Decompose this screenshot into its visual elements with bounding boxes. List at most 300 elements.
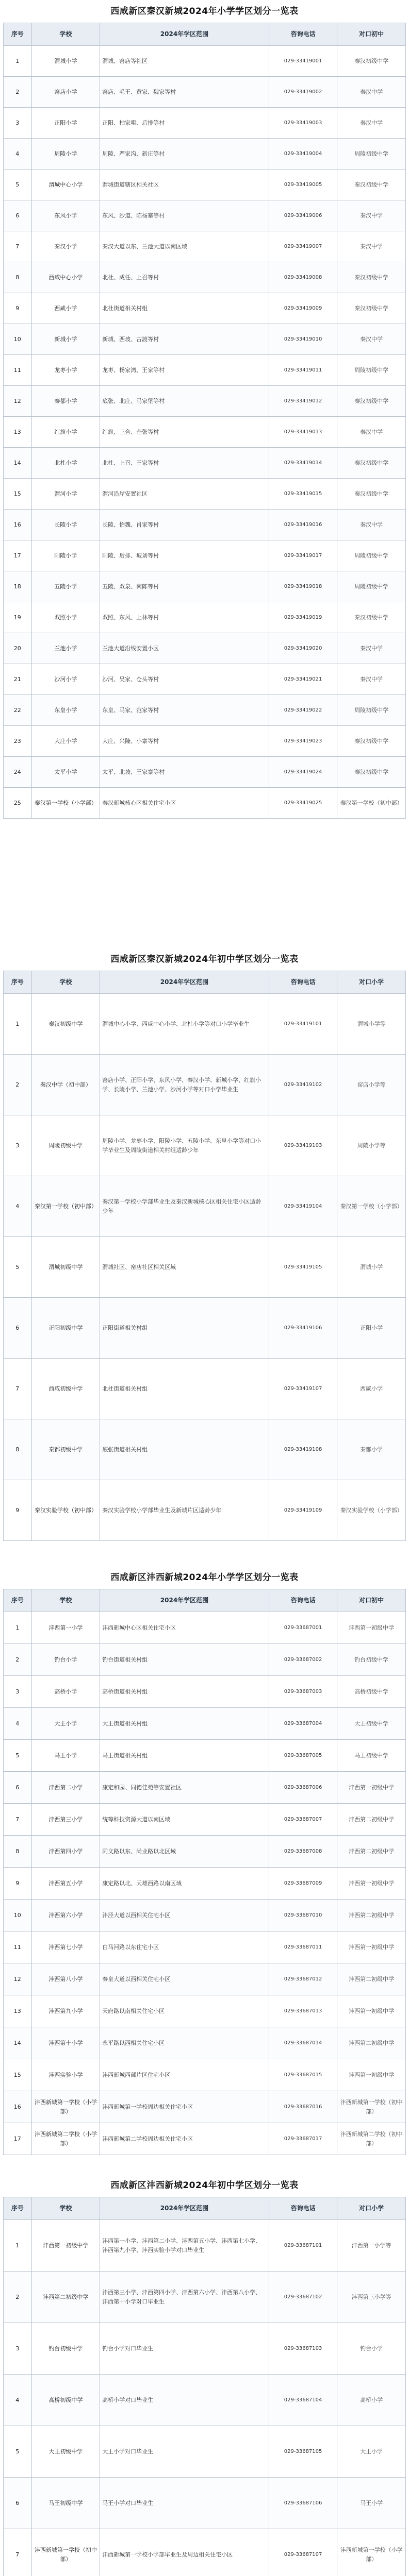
- school-name: 高桥初级中学: [31, 2375, 100, 2426]
- row-index: 8: [4, 262, 32, 293]
- contact-phone: 029-33687101: [269, 2220, 337, 2272]
- section-title: 西咸新区沣西新城2024年初中学区划分一览表: [110, 2180, 299, 2191]
- contact-phone: 029-33419016: [269, 510, 337, 540]
- contact-phone: 029-33419003: [269, 108, 337, 139]
- contact-phone: 029-33687002: [269, 1644, 337, 1676]
- table-row: [4, 1644, 406, 1676]
- row-index: 5: [4, 2426, 32, 2478]
- district-range: 秦汉实验学校小学部毕业生及新城片区适龄少年: [100, 1480, 269, 1541]
- contact-phone: 029-33419002: [269, 77, 337, 108]
- school-name: 长陵小学: [31, 510, 100, 540]
- table-row: [4, 1963, 406, 1995]
- contact-phone: 029-33419020: [269, 633, 337, 664]
- row-index: 12: [4, 1963, 32, 1995]
- matched-school: 周陵初级中学: [337, 139, 406, 170]
- table-row: [4, 2529, 406, 2576]
- table-header-row: [4, 2197, 406, 2220]
- district-range: 永平路以西相关住宅小区: [100, 2027, 269, 2059]
- district-range: 马王小学对口毕业生: [100, 2478, 269, 2529]
- column-header: 学校: [31, 23, 100, 46]
- district-range: 阳陵、后排、坡刘等村: [100, 540, 269, 571]
- district-range: 沣西新城第一学校小学部毕业生及周边相关住宅小区: [100, 2529, 269, 2576]
- table-row: [4, 355, 406, 386]
- contact-phone: 029-33687010: [269, 1900, 337, 1931]
- row-index: 19: [4, 602, 32, 633]
- contact-phone: 029-33687016: [269, 2091, 337, 2123]
- table-row: [4, 757, 406, 788]
- table-row: [4, 633, 406, 664]
- column-header: 2024年学区范围: [100, 1589, 269, 1612]
- table-row: [4, 1176, 406, 1237]
- table-row: [4, 262, 406, 293]
- matched-school: 沣西第一小学等: [337, 2220, 406, 2272]
- school-name: 沣西第七小学: [31, 1931, 100, 1963]
- table-header-row: [4, 971, 406, 994]
- district-range: 兰池大道沿线安置小区: [100, 633, 269, 664]
- column-header: 学校: [31, 971, 100, 994]
- matched-school: 周陵小学等: [337, 1115, 406, 1176]
- table-row: [4, 479, 406, 510]
- school-name: 周陵初级中学: [31, 1115, 100, 1176]
- row-index: 11: [4, 1931, 32, 1963]
- district-range: 东风、沙道、陈杨寨等村: [100, 200, 269, 231]
- table-row: [4, 1419, 406, 1480]
- contact-phone: 029-33419005: [269, 170, 337, 200]
- district-range: 沣西第三小学、沣西第四小学、沣西第六小学、沣西第八小学、沣西第十小学对口毕业生: [100, 2272, 269, 2323]
- row-index: 6: [4, 1772, 32, 1804]
- table-row: [4, 386, 406, 417]
- table-header-row: [4, 1589, 406, 1612]
- table-row: [4, 510, 406, 540]
- matched-school: 沣西第二初级中学: [337, 2027, 406, 2059]
- table-row: [4, 1055, 406, 1115]
- matched-school: 秦汉初级中学: [337, 726, 406, 757]
- district-range: 窑店小学、正阳小学、东风小学、秦汉小学、新城小学、红旗小学、长陵小学、兰池小学、沙河小学等对口小学毕业生: [100, 1055, 269, 1115]
- matched-school: 沣西新城第二学校（初中部）: [337, 2123, 406, 2155]
- row-index: 12: [4, 386, 32, 417]
- matched-school: 渭城小学等: [337, 994, 406, 1055]
- school-name: 沣西第八小学: [31, 1963, 100, 1995]
- contact-phone: 029-33687102: [269, 2272, 337, 2323]
- row-index: 4: [4, 1176, 32, 1237]
- table-row: [4, 994, 406, 1055]
- contact-phone: 029-33687007: [269, 1804, 337, 1836]
- matched-school: 沣西新城第一学校（小学部）: [337, 2529, 406, 2576]
- table-row: [4, 2426, 406, 2478]
- row-index: 2: [4, 1644, 32, 1676]
- district-range: 长陵、怡魏、肖家等村: [100, 510, 269, 540]
- table-row: [4, 170, 406, 200]
- matched-school: 秦汉初级中学: [337, 448, 406, 479]
- table-row: [4, 1115, 406, 1176]
- matched-school: 沣西第三小学等: [337, 2272, 406, 2323]
- matched-school: 沣西第二初级中学: [337, 1900, 406, 1931]
- row-index: 5: [4, 1740, 32, 1772]
- table-row: [4, 2059, 406, 2091]
- contact-phone: 029-33419009: [269, 293, 337, 324]
- district-range: 底张、北庄、马家堡等村: [100, 386, 269, 417]
- table-row: [4, 231, 406, 262]
- row-index: 3: [4, 2323, 32, 2375]
- matched-school: 周陵初级中学: [337, 695, 406, 726]
- row-index: 8: [4, 1419, 32, 1480]
- column-header: 咨询电话: [269, 23, 337, 46]
- row-index: 4: [4, 2375, 32, 2426]
- school-name: 渭城中心小学: [31, 170, 100, 200]
- school-name: 渭城初级中学: [31, 1237, 100, 1298]
- row-index: 15: [4, 2059, 32, 2091]
- contact-phone: 029-33419021: [269, 664, 337, 695]
- row-index: 2: [4, 2272, 32, 2323]
- matched-school: 秦汉中学: [337, 77, 406, 108]
- contact-phone: 029-33687012: [269, 1963, 337, 1995]
- row-index: 7: [4, 231, 32, 262]
- district-table: [3, 23, 406, 819]
- school-name: 沣西新城第一学校（小学部）: [31, 2091, 100, 2123]
- district-range: 大王街道相关村组: [100, 1708, 269, 1740]
- contact-phone: 029-33419007: [269, 231, 337, 262]
- district-range: 双照、东风、上林等村: [100, 602, 269, 633]
- contact-phone: 029-33419010: [269, 324, 337, 355]
- row-index: 10: [4, 1900, 32, 1931]
- matched-school: 秦汉中学: [337, 200, 406, 231]
- matched-school: 正阳小学: [337, 1298, 406, 1359]
- contact-phone: 029-33687104: [269, 2375, 337, 2426]
- table-row: [4, 1359, 406, 1419]
- school-name: 双照小学: [31, 602, 100, 633]
- contact-phone: 029-33419025: [269, 788, 337, 819]
- table-header-row: [4, 23, 406, 46]
- school-name: 渭城小学: [31, 46, 100, 77]
- matched-school: 沣西第一初级中学: [337, 1931, 406, 1963]
- school-name: 龙枣小学: [31, 355, 100, 386]
- matched-school: 钓台小学: [337, 2323, 406, 2375]
- section-title: 西咸新区秦汉新城2024年初中学区划分一览表: [110, 954, 299, 964]
- contact-phone: 029-33687103: [269, 2323, 337, 2375]
- school-name: 钓台初级中学: [31, 2323, 100, 2375]
- table-row: [4, 448, 406, 479]
- table-row: [4, 2478, 406, 2529]
- column-header: 序号: [4, 1589, 32, 1612]
- section-title: 西咸新区沣西新城2024年小学学区划分一览表: [110, 1572, 299, 1583]
- matched-school: 周陵初级中学: [337, 571, 406, 602]
- district-section: [3, 2174, 406, 2576]
- school-name: 沣西第二小学: [31, 1772, 100, 1804]
- table-row: [4, 2323, 406, 2375]
- district-range: 天府路以南相关住宅小区: [100, 1995, 269, 2027]
- district-range: 同文路以东、尚业路以北区域: [100, 1836, 269, 1868]
- matched-school: 秦汉中学: [337, 231, 406, 262]
- district-range: 渭城街道辖区相关社区: [100, 170, 269, 200]
- row-index: 4: [4, 1708, 32, 1740]
- matched-school: 沣西第一初级中学: [337, 1995, 406, 2027]
- school-name: 沣西第一初级中学: [31, 2220, 100, 2272]
- matched-school: 沣西第一初级中学: [337, 1772, 406, 1804]
- column-header: 2024年学区范围: [100, 971, 269, 994]
- table-row: [4, 1836, 406, 1868]
- matched-school: 秦汉初级中学: [337, 386, 406, 417]
- district-table: [3, 1589, 406, 2155]
- table-row: [4, 77, 406, 108]
- school-name: 沣西第五小学: [31, 1868, 100, 1900]
- contact-phone: 029-33687009: [269, 1868, 337, 1900]
- district-range: 沣西新城第一学校周边相关住宅小区: [100, 2091, 269, 2123]
- district-range: 沙河、吴家、仓头等村: [100, 664, 269, 695]
- school-name: 沣西新城第二学校（小学部）: [31, 2123, 100, 2155]
- row-index: 2: [4, 77, 32, 108]
- district-range: 秦汉第一学校小学部毕业生及秦汉新城核心区相关住宅小区适龄少年: [100, 1176, 269, 1237]
- column-header: 对口小学: [337, 971, 406, 994]
- contact-phone: 029-33419013: [269, 417, 337, 448]
- school-name: 沣西第四小学: [31, 1836, 100, 1868]
- column-header: 咨询电话: [269, 2197, 337, 2220]
- table-row: [4, 2123, 406, 2155]
- column-header: 学校: [31, 1589, 100, 1612]
- contact-phone: 029-33419024: [269, 757, 337, 788]
- school-name: 西咸中心小学: [31, 262, 100, 293]
- table-row: [4, 2272, 406, 2323]
- school-name: 东皇小学: [31, 695, 100, 726]
- table-row: [4, 1804, 406, 1836]
- row-index: 7: [4, 2529, 32, 2576]
- row-index: 25: [4, 788, 32, 819]
- table-row: [4, 2091, 406, 2123]
- row-index: 1: [4, 2220, 32, 2272]
- school-name: 窑店小学: [31, 77, 100, 108]
- matched-school: 窑店小学等: [337, 1055, 406, 1115]
- row-index: 16: [4, 510, 32, 540]
- row-index: 1: [4, 994, 32, 1055]
- district-section: [3, 0, 406, 819]
- district-range: 沣西第一小学、沣西第二小学、沣西第五小学、沣西第七小学、沣西第九小学、沣西实验小学对口毕业生: [100, 2220, 269, 2272]
- matched-school: 沣西第二初级中学: [337, 1836, 406, 1868]
- row-index: 9: [4, 1868, 32, 1900]
- contact-phone: 029-33687107: [269, 2529, 337, 2576]
- district-table: [3, 971, 406, 1541]
- district-range: 正阳、柏家咀、后排等村: [100, 108, 269, 139]
- row-index: 10: [4, 324, 32, 355]
- table-row: [4, 1237, 406, 1298]
- school-name: 秦汉小学: [31, 231, 100, 262]
- matched-school: 秦汉中学: [337, 417, 406, 448]
- matched-school: 沣西第一初级中学: [337, 2059, 406, 2091]
- school-name: 钓台小学: [31, 1644, 100, 1676]
- district-range: 北杜街道相关村组: [100, 293, 269, 324]
- table-row: [4, 2375, 406, 2426]
- row-index: 5: [4, 1237, 32, 1298]
- school-name: 兰池小学: [31, 633, 100, 664]
- contact-phone: 029-33687008: [269, 1836, 337, 1868]
- contact-phone: 029-33419103: [269, 1115, 337, 1176]
- district-range: 五陵、双泉、南陈等村: [100, 571, 269, 602]
- column-header: 咨询电话: [269, 1589, 337, 1612]
- table-row: [4, 1708, 406, 1740]
- matched-school: 秦汉中学: [337, 510, 406, 540]
- matched-school: 沣西第二初级中学: [337, 1963, 406, 1995]
- school-name: 秦都初级中学: [31, 1419, 100, 1480]
- contact-phone: 029-33687011: [269, 1931, 337, 1963]
- contact-phone: 029-33419017: [269, 540, 337, 571]
- district-table: [3, 2197, 406, 2576]
- table-row: [4, 1740, 406, 1772]
- matched-school: 秦汉中学: [337, 324, 406, 355]
- school-name: 沣西第九小学: [31, 1995, 100, 2027]
- matched-school: 秦汉初级中学: [337, 757, 406, 788]
- row-index: 6: [4, 1298, 32, 1359]
- table-row: [4, 602, 406, 633]
- table-row: [4, 726, 406, 757]
- row-index: 3: [4, 1676, 32, 1708]
- contact-phone: 029-33419109: [269, 1480, 337, 1541]
- matched-school: 秦汉中学: [337, 108, 406, 139]
- row-index: 7: [4, 1359, 32, 1419]
- row-index: 15: [4, 479, 32, 510]
- district-range: 北杜、上召、王家等村: [100, 448, 269, 479]
- table-row: [4, 2027, 406, 2059]
- row-index: 17: [4, 540, 32, 571]
- contact-phone: 029-33419015: [269, 479, 337, 510]
- matched-school: 沣西第二初级中学: [337, 1804, 406, 1836]
- table-row: [4, 1480, 406, 1541]
- row-index: 24: [4, 757, 32, 788]
- column-header: 对口初中: [337, 23, 406, 46]
- school-name: 西咸小学: [31, 293, 100, 324]
- table-row: [4, 108, 406, 139]
- row-index: 6: [4, 2478, 32, 2529]
- school-name: 沣西第二初级中学: [31, 2272, 100, 2323]
- row-index: 2: [4, 1055, 32, 1115]
- district-range: 高桥街道相关村组: [100, 1676, 269, 1708]
- matched-school: 马王小学: [337, 2478, 406, 2529]
- table-row: [4, 1772, 406, 1804]
- school-name: 沣西第三小学: [31, 1804, 100, 1836]
- contact-phone: 029-33419018: [269, 571, 337, 602]
- district-range: 渭城、窑店等社区: [100, 46, 269, 77]
- table-row: [4, 1612, 406, 1644]
- district-range: 底张街道相关村组: [100, 1419, 269, 1480]
- column-header: 学校: [31, 2197, 100, 2220]
- district-range: 康定和园、同德佳苑等安置社区: [100, 1772, 269, 1804]
- school-name: 大庄小学: [31, 726, 100, 757]
- matched-school: 秦汉实验学校（小学部）: [337, 1480, 406, 1541]
- district-range: 北杜、成任、上召等村: [100, 262, 269, 293]
- district-range: 统筹科技资源大道以南区域: [100, 1804, 269, 1836]
- table-row: [4, 2220, 406, 2272]
- district-range: 龙枣、杨家湾、王家等村: [100, 355, 269, 386]
- district-range: 沣泾大道以西相关住宅小区: [100, 1900, 269, 1931]
- table-row: [4, 139, 406, 170]
- school-name: 沣西第一小学: [31, 1612, 100, 1644]
- school-name: 新城小学: [31, 324, 100, 355]
- table-row: [4, 1995, 406, 2027]
- matched-school: 高桥初级中学: [337, 1676, 406, 1708]
- district-range: 沣西新城中心区相关住宅小区: [100, 1612, 269, 1644]
- matched-school: 秦汉初级中学: [337, 46, 406, 77]
- school-name: 太平小学: [31, 757, 100, 788]
- row-index: 14: [4, 448, 32, 479]
- school-name: 大王初级中学: [31, 2426, 100, 2478]
- matched-school: 沣西新城第一学校（初中部）: [337, 2091, 406, 2123]
- matched-school: 马王初级中学: [337, 1740, 406, 1772]
- table-row: [4, 293, 406, 324]
- school-name: 东风小学: [31, 200, 100, 231]
- school-name: 秦汉第一学校（小学部）: [31, 788, 100, 819]
- school-name: 秦汉实验学校（初中部）: [31, 1480, 100, 1541]
- contact-phone: 029-33419004: [269, 139, 337, 170]
- table-row: [4, 788, 406, 819]
- row-index: 1: [4, 46, 32, 77]
- district-range: 太平、北坡、王家寨等村: [100, 757, 269, 788]
- district-range: 沣西新城西部片区住宅小区: [100, 2059, 269, 2091]
- column-header: 对口小学: [337, 2197, 406, 2220]
- district-range: 秦汉新城核心区相关住宅小区: [100, 788, 269, 819]
- district-range: 钓台街道相关村组: [100, 1644, 269, 1676]
- matched-school: 秦汉初级中学: [337, 479, 406, 510]
- row-index: 18: [4, 571, 32, 602]
- matched-school: 西咸小学: [337, 1359, 406, 1419]
- row-index: 8: [4, 1836, 32, 1868]
- contact-phone: 029-33419001: [269, 46, 337, 77]
- district-range: 周陵、严家沟、新庄等村: [100, 139, 269, 170]
- matched-school: 沣西第一初级中学: [337, 1868, 406, 1900]
- column-header: 2024年学区范围: [100, 23, 269, 46]
- matched-school: 秦汉中学: [337, 664, 406, 695]
- school-name: 马王初级中学: [31, 2478, 100, 2529]
- contact-phone: 029-33687001: [269, 1612, 337, 1644]
- district-range: 渭河沿岸安置社区: [100, 479, 269, 510]
- school-name: 北杜小学: [31, 448, 100, 479]
- contact-phone: 029-33419011: [269, 355, 337, 386]
- matched-school: 秦汉第一学校（初中部）: [337, 788, 406, 819]
- school-name: 周陵小学: [31, 139, 100, 170]
- table-row: [4, 200, 406, 231]
- table-row: [4, 540, 406, 571]
- row-index: 21: [4, 664, 32, 695]
- school-name: 正阳初级中学: [31, 1298, 100, 1359]
- table-row: [4, 695, 406, 726]
- contact-phone: 029-33419105: [269, 1237, 337, 1298]
- district-range: 大庄、兴隆、小寨等村: [100, 726, 269, 757]
- row-index: 5: [4, 170, 32, 200]
- matched-school: 秦都小学: [337, 1419, 406, 1480]
- school-name: 马王小学: [31, 1740, 100, 1772]
- contact-phone: 029-33419008: [269, 262, 337, 293]
- row-index: 13: [4, 1995, 32, 2027]
- contact-phone: 029-33419006: [269, 200, 337, 231]
- contact-phone: 029-33687105: [269, 2426, 337, 2478]
- school-name: 秦汉初级中学: [31, 994, 100, 1055]
- column-header: 序号: [4, 23, 32, 46]
- contact-phone: 029-33419014: [269, 448, 337, 479]
- contact-phone: 029-33419019: [269, 602, 337, 633]
- school-name: 五陵小学: [31, 571, 100, 602]
- school-name: 秦汉第一学校（初中部）: [31, 1176, 100, 1237]
- table-row: [4, 1868, 406, 1900]
- table-row: [4, 664, 406, 695]
- district-range: 白马河路以东住宅小区: [100, 1931, 269, 1963]
- district-range: 秦汉大道以东、兰池大道以南区域: [100, 231, 269, 262]
- table-row: [4, 1900, 406, 1931]
- matched-school: 秦汉第一学校（小学部）: [337, 1176, 406, 1237]
- row-index: 9: [4, 293, 32, 324]
- district-range: 窑店、毛王、黄家、魏家等村: [100, 77, 269, 108]
- district-range: 渭城社区、窑店社区相关区域: [100, 1237, 269, 1298]
- column-header: 序号: [4, 971, 32, 994]
- contact-phone: 029-33687015: [269, 2059, 337, 2091]
- matched-school: 渭城小学: [337, 1237, 406, 1298]
- district-range: 钓台小学对口毕业生: [100, 2323, 269, 2375]
- row-index: 23: [4, 726, 32, 757]
